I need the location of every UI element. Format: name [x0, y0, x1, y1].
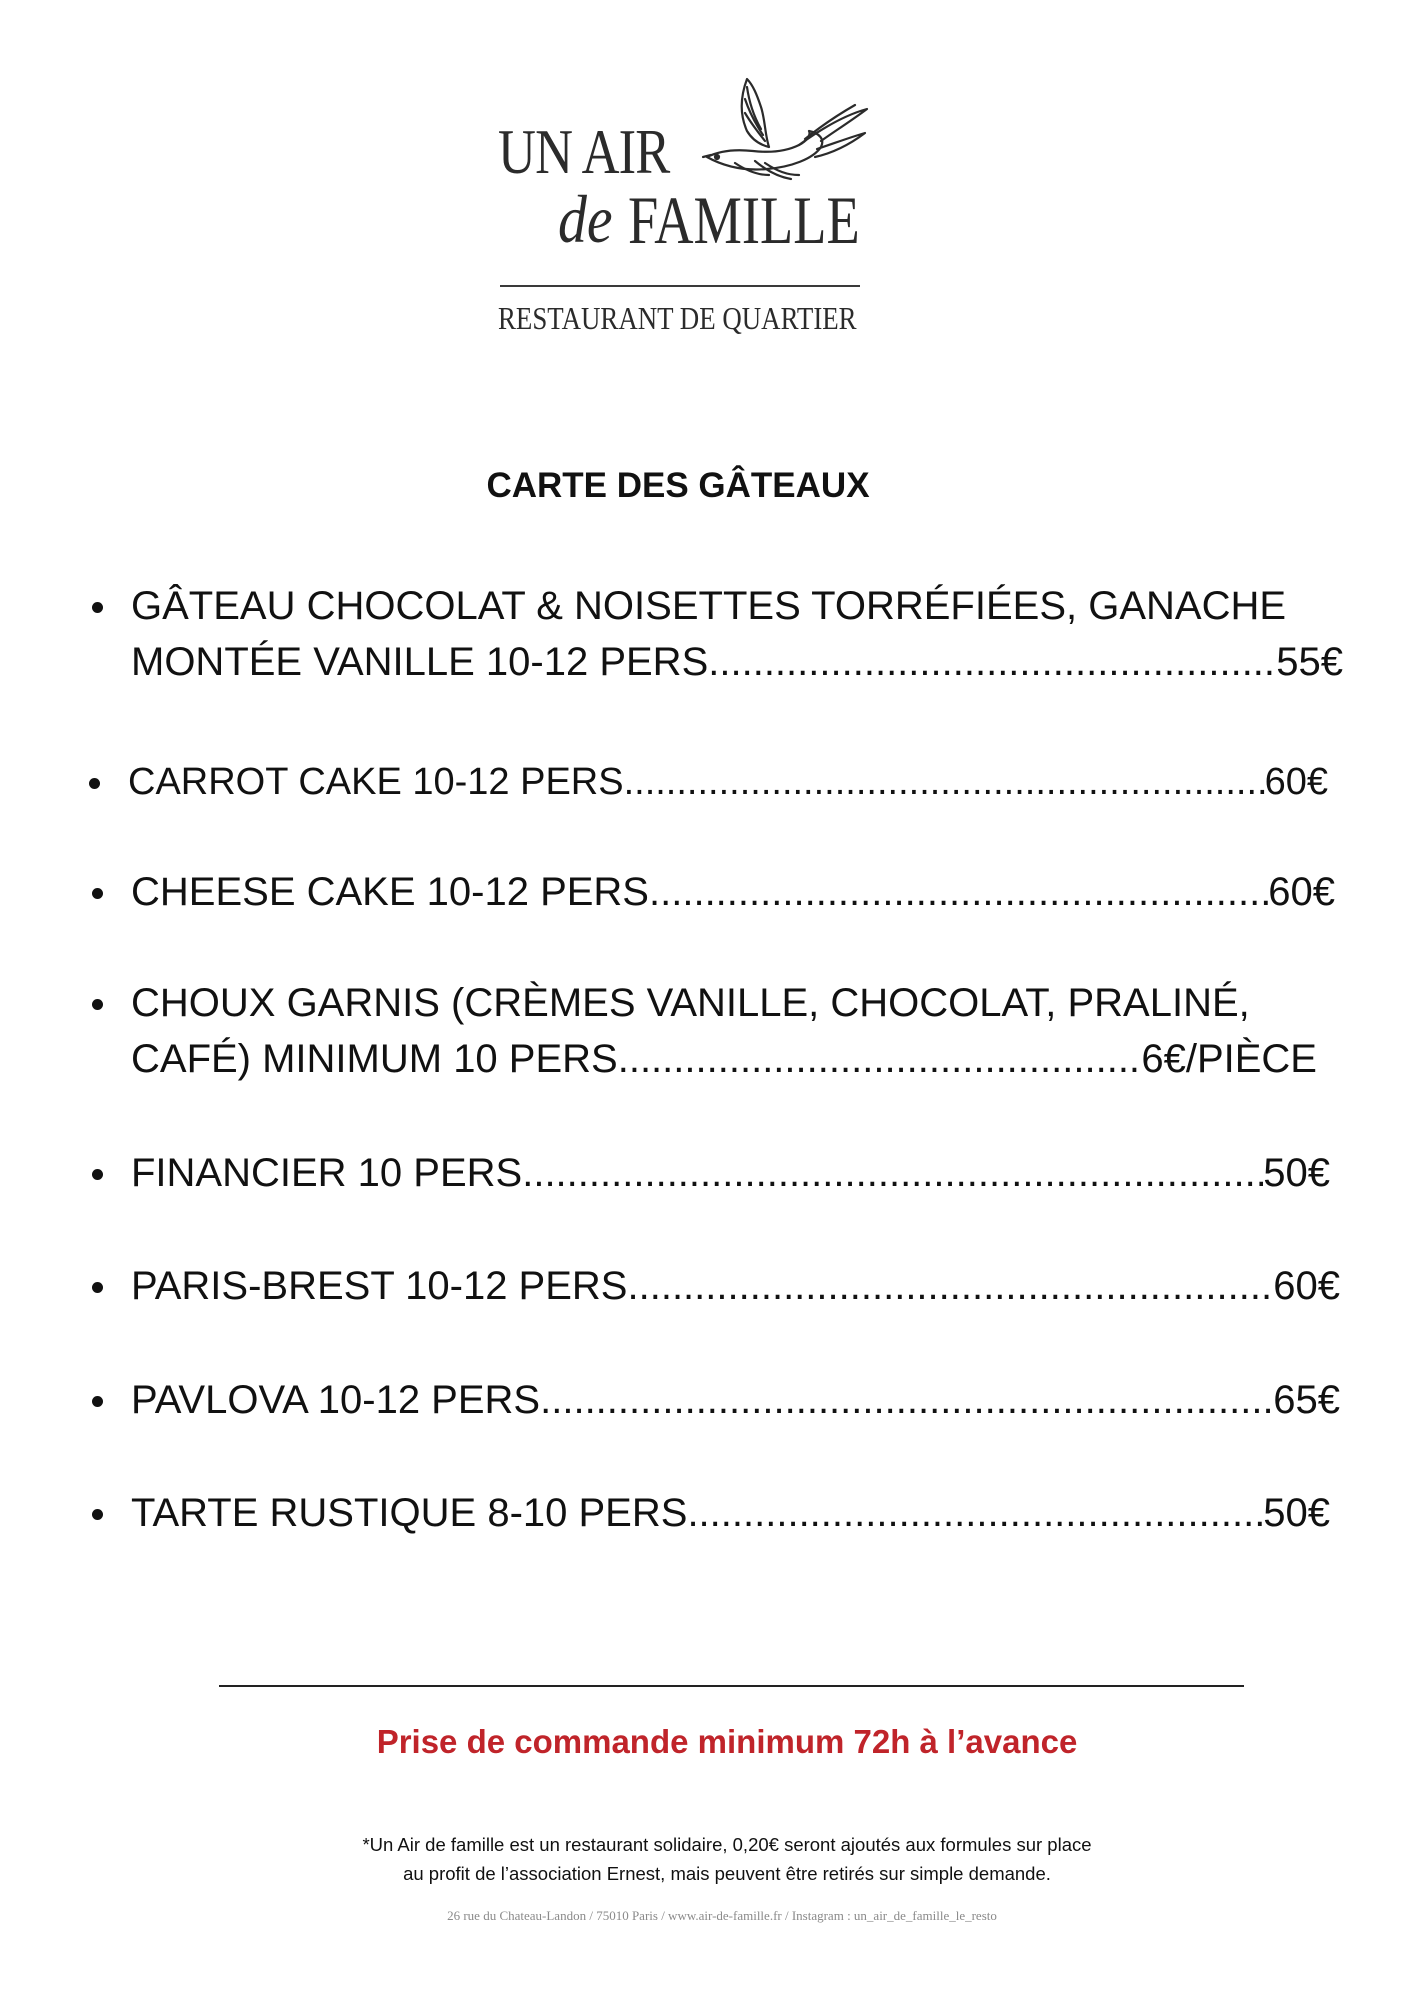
menu-item-price: 50€: [1263, 1151, 1330, 1195]
swallow-bird-icon: [695, 75, 870, 185]
menu-item-price: 60€: [1268, 870, 1335, 914]
menu-item-price: 60€: [1264, 761, 1328, 803]
menu-item-name: CARROT CAKE 10-12 PERS: [128, 761, 624, 803]
dot-leader: [540, 1372, 1273, 1428]
bullet-icon: [92, 1282, 103, 1293]
menu-title-text: CARTE DES GÂTEAUX: [486, 466, 870, 505]
bullet-icon: [92, 1169, 103, 1180]
menu-item-price: 50€: [1263, 1491, 1330, 1535]
menu-item-name: PAVLOVA 10-12 PERS: [131, 1378, 541, 1422]
menu-item-price: 6€/PIÈCE: [1141, 1037, 1317, 1081]
dot-leader: [618, 1031, 1142, 1087]
menu-item-price: 65€: [1273, 1378, 1340, 1422]
menu-item-price: 60€: [1273, 1264, 1340, 1308]
bullet-icon: [89, 778, 100, 789]
menu-title: [0, 466, 1414, 506]
logo-word-de: de: [558, 181, 613, 257]
menu-item-name: MONTÉE VANILLE 10-12 PERS: [131, 640, 709, 684]
bullet-icon: [92, 602, 103, 613]
logo-line-un-air: UN AIR: [498, 116, 670, 187]
address-text: 26 rue du Chateau-Landon / 75010 Paris / www.air-de-famille.fr / Instagram : un_air_de_famille_le_resto: [447, 1908, 997, 1923]
menu-item-name: FINANCIER 10 PERS: [131, 1151, 523, 1195]
order-notice: [0, 1723, 1414, 1761]
menu-item-first-line: CHOUX GARNIS (CRÈMES VANILLE, CHOCOLAT, PRALINÉ,: [131, 981, 1250, 1025]
menu-item-first-line: GÂTEAU CHOCOLAT & NOISETTES TORRÉFIÉES, GANACHE: [131, 584, 1287, 628]
dot-leader: [522, 1145, 1263, 1201]
menu-item-name: PARIS-BREST 10-12 PERS: [131, 1264, 628, 1308]
dot-leader: [708, 634, 1276, 690]
solidarity-note: [0, 1830, 1414, 1888]
restaurant-logo: [490, 75, 870, 350]
dot-leader: [649, 864, 1268, 920]
solidarity-line-2: au profit de l’association Ernest, mais peuvent être retirés sur simple demande.: [403, 1863, 1051, 1884]
bullet-icon: [92, 999, 103, 1010]
menu-item-name: CAFÉ) MINIMUM 10 PERS: [131, 1037, 618, 1081]
dot-leader: [687, 1485, 1263, 1541]
address-line: [0, 1908, 1414, 1924]
logo-divider: [500, 285, 860, 287]
menu-item-name: TARTE RUSTIQUE 8-10 PERS: [131, 1491, 688, 1535]
footer-divider: [219, 1685, 1244, 1687]
menu-item-price: 55€: [1276, 640, 1343, 684]
logo-subtitle: RESTAURANT DE QUARTIER: [498, 300, 857, 336]
bullet-icon: [92, 1509, 103, 1520]
bullet-icon: [92, 888, 103, 899]
logo-word-famille: FAMILLE: [628, 182, 860, 258]
dot-leader: [624, 754, 1265, 810]
dot-leader: [627, 1258, 1273, 1314]
order-notice-text: Prise de commande minimum 72h à l’avance: [376, 1723, 1078, 1760]
solidarity-line-1: *Un Air de famille est un restaurant solidaire, 0,20€ seront ajoutés aux formules sur place: [362, 1834, 1092, 1855]
menu-item-name: CHEESE CAKE 10-12 PERS: [131, 870, 649, 914]
bullet-icon: [92, 1396, 103, 1407]
